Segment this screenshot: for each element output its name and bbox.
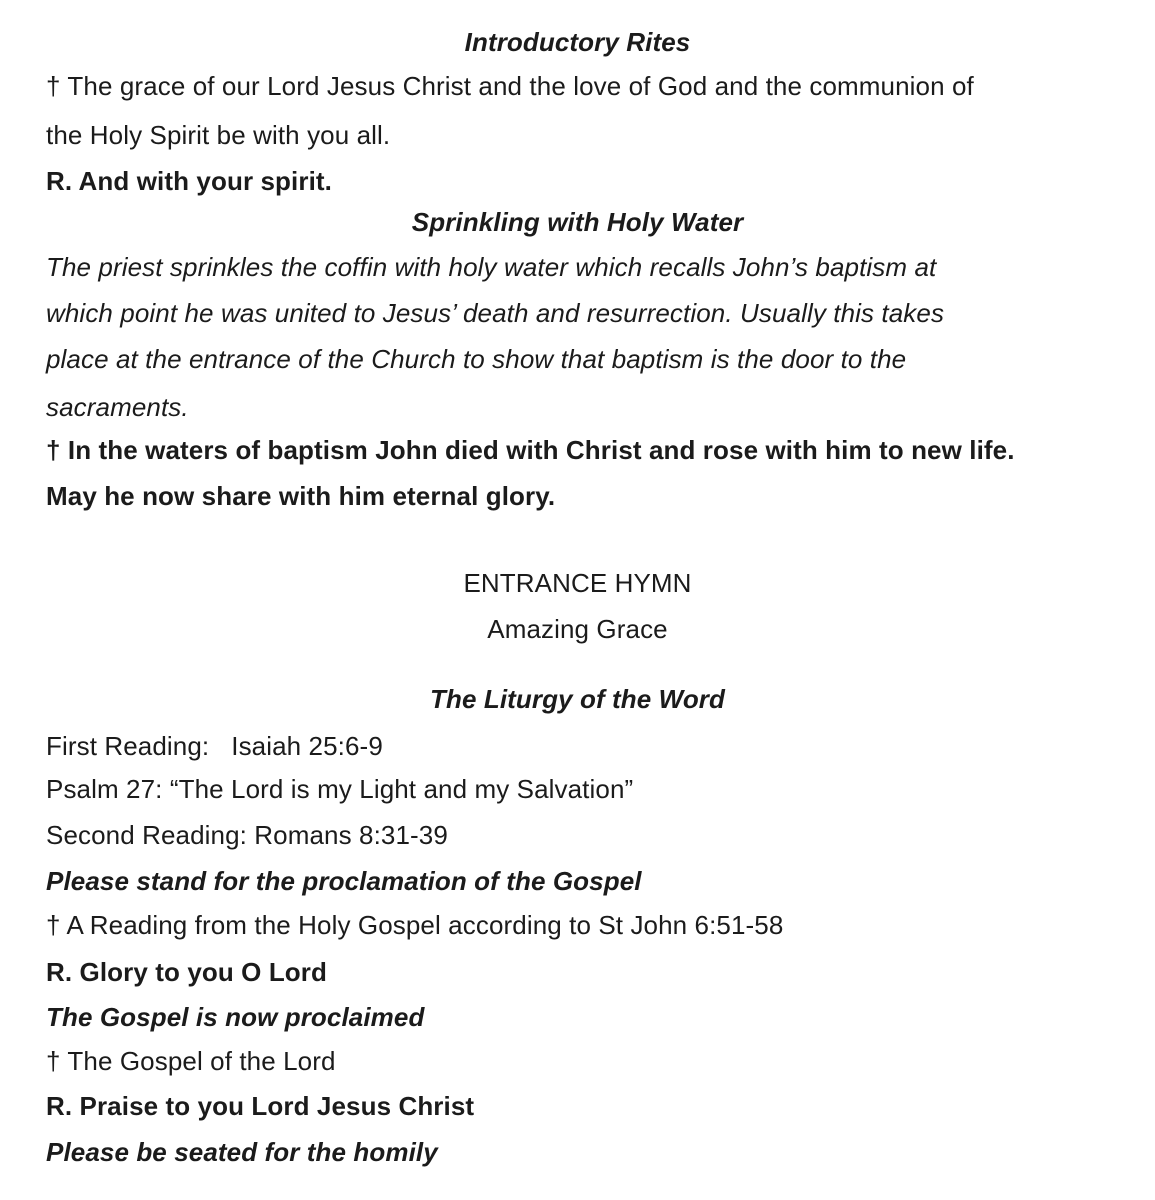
first-reading-reference: Isaiah 25:6-9: [231, 731, 383, 761]
psalm-line: Psalm 27: “The Lord is my Light and my Salvation”: [46, 774, 634, 804]
first-reading-label: First Reading:: [46, 731, 210, 761]
sprinkling-rubric-line-3: place at the entrance of the Church to show that baptism is the door to the: [46, 344, 907, 374]
baptism-prayer-line-2: May he now share with him eternal glory.: [46, 481, 556, 511]
gospel-of-the-lord: † The Gospel of the Lord: [46, 1046, 336, 1076]
response-and-with-your-spirit: R. And with your spirit.: [46, 166, 332, 196]
gospel-proclaimed-rubric: The Gospel is now proclaimed: [46, 1002, 425, 1032]
sprinkling-rubric-line-1: The priest sprinkles the coffin with holy water which recalls John’s baptism at: [46, 252, 937, 282]
baptism-prayer-line-1: † In the waters of baptism John died with Christ and rose with him to new life.: [46, 435, 1015, 465]
entrance-hymn-title: Amazing Grace: [487, 614, 668, 644]
sprinkling-rubric-line-4: sacraments.: [46, 392, 189, 422]
greeting-line-1: † The grace of our Lord Jesus Christ and the love of God and the communion of: [46, 71, 974, 101]
stand-for-gospel-rubric: Please stand for the proclamation of the Gospel: [46, 866, 642, 896]
second-reading-line: Second Reading: Romans 8:31-39: [46, 820, 448, 850]
sprinkling-rubric-line-2: which point he was united to Jesus’ death and resurrection. Usually this takes: [46, 298, 945, 328]
section-heading-sprinkling: Sprinkling with Holy Water: [411, 207, 744, 237]
section-heading-introductory-rites: Introductory Rites: [464, 27, 691, 57]
greeting-line-2: the Holy Spirit be with you all.: [46, 120, 391, 150]
response-praise-to-you: R. Praise to you Lord Jesus Christ: [46, 1091, 475, 1121]
entrance-hymn-label: ENTRANCE HYMN: [463, 568, 692, 598]
gospel-introduction: † A Reading from the Holy Gospel according to St John 6:51-58: [46, 910, 784, 940]
response-glory-to-you: R. Glory to you O Lord: [46, 957, 327, 987]
seated-for-homily-rubric: Please be seated for the homily: [46, 1137, 438, 1167]
section-heading-liturgy-of-the-word: The Liturgy of the Word: [429, 684, 725, 714]
first-reading-line: [46, 731, 383, 761]
